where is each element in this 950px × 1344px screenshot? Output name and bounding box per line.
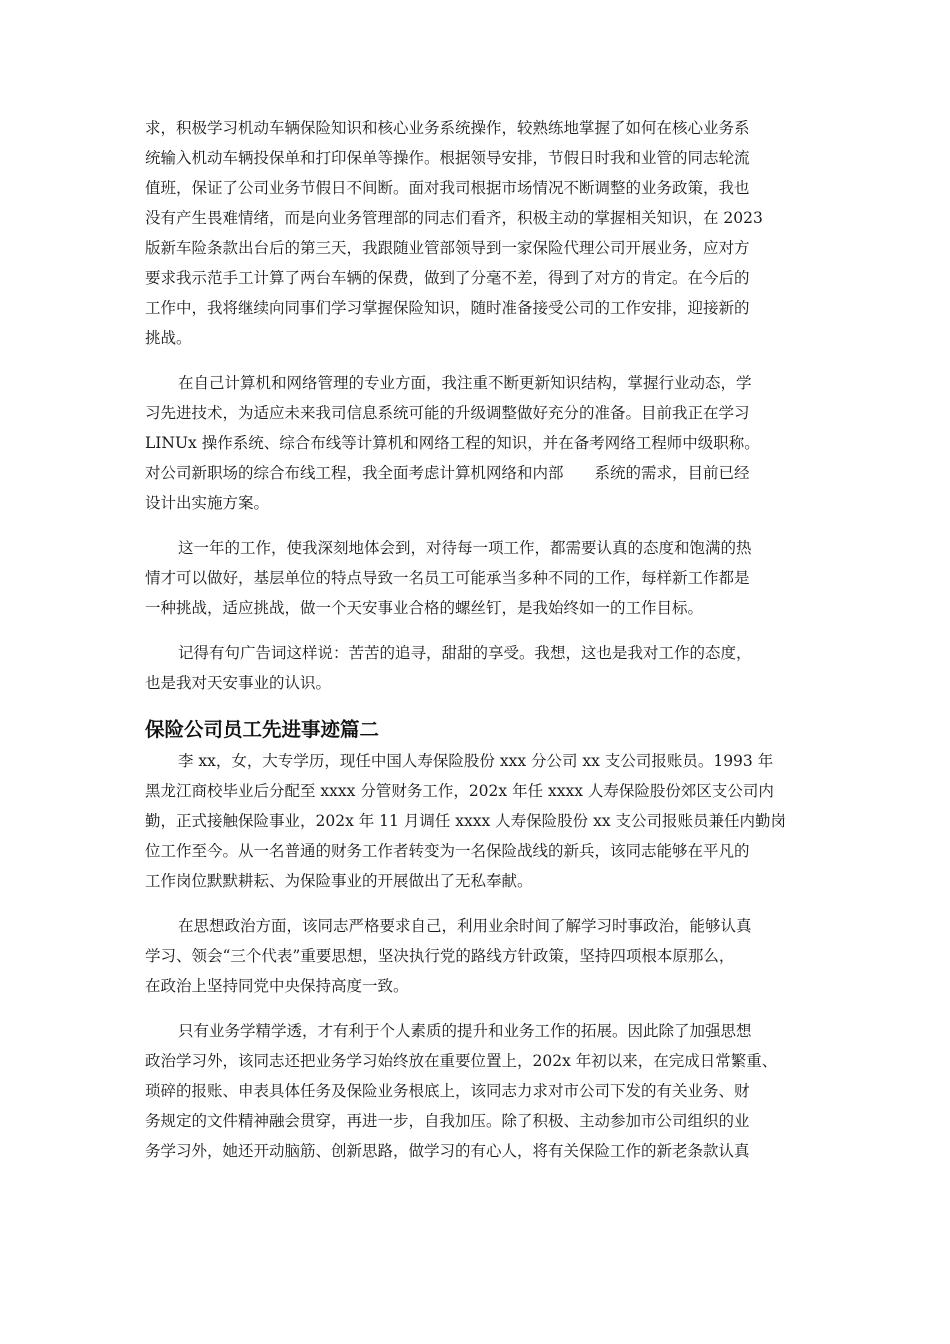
text-line: 版新车险条款出台后的第三天，我跟随业管部领导到一家保险代理公司开展业务，应对方 xyxy=(145,239,750,257)
paragraph-1 xyxy=(145,113,810,353)
text-line: 在政治上坚持同党中央保持高度一致。 xyxy=(145,977,409,995)
text-line: 勤，正式接触保险事业，202x 年 11 月调任 xxxx 人寿保险股份 xx 支公司报账员兼任内勤岗 xyxy=(145,812,786,830)
text-line: 政治学习外，该同志还把业务学习始终放在重要位置上，202x 年初以来，在完成日常繁重、 xyxy=(145,1052,778,1070)
text-line: LINUx 操作系统、综合布线等计算机和网络工程的知识，并在备考网络工程师中级职称。 xyxy=(145,434,760,452)
text-line: 学习、领会“三个代表”重要思想，坚决执行党的路线方针政策，坚持四项根本原那么， xyxy=(145,947,735,965)
text-line: 在思想政治方面，该同志严格要求自己，利用业余时间了解学习时事政治，能够认真 xyxy=(178,917,752,935)
text-line: 也是我对天安事业的认识。 xyxy=(145,674,332,692)
text-line: 务规定的文件精神融会贯穿，再进一步，自我加压。除了积极、主动参加市公司组织的业 xyxy=(145,1112,750,1130)
text-line: 情才可以做好，基层单位的特点导致一名员工可能承当多种不同的工作，每样新工作都是 xyxy=(145,569,750,587)
paragraph-5 xyxy=(145,746,810,896)
text-line: 在自己计算机和网络管理的专业方面，我注重不断更新知识结构，掌握行业动态，学 xyxy=(178,374,752,392)
paragraph-3 xyxy=(145,533,810,623)
text-line: 习先进技术，为适应未来我司信息系统可能的升级调整做好充分的准备。目前我正在学习 xyxy=(145,404,750,422)
section-2 xyxy=(145,716,810,1166)
text-line: 琐碎的报账、申表具体任务及保险业务根底上，该同志力求对市公司下发的有关业务、财 xyxy=(145,1082,750,1100)
paragraph-7 xyxy=(145,1016,810,1166)
text-line: 对公司新职场的综合布线工程，我全面考虑计算机网络和内部 系统的需求，目前已经 xyxy=(145,464,750,482)
text-line: 这一年的工作，使我深刻地体会到，对待每一项工作，都需要认真的态度和饱满的热 xyxy=(178,539,752,557)
text-line: 值班，保证了公司业务节假日不间断。面对我司根据市场情况不断调整的业务政策，我也 xyxy=(145,179,750,197)
text-line: 务学习外，她还开动脑筋、创新思路，做学习的有心人，将有关保险工作的新老条款认真 xyxy=(145,1142,750,1160)
paragraph-4 xyxy=(145,638,810,698)
section-1 xyxy=(145,113,810,698)
text-line: 一种挑战，适应挑战，做一个天安事业合格的螺丝钉，是我始终如一的工作目标。 xyxy=(145,599,704,617)
document-page xyxy=(145,113,810,1166)
text-line: 求，积极学习机动车辆保险知识和核心业务系统操作，较熟练地掌握了如何在核心业务系 xyxy=(145,119,750,137)
text-line: 要求我示范手工计算了两台车辆的保费，做到了分毫不差，得到了对方的肯定。在今后的 xyxy=(145,269,750,287)
text-line: 位工作至今。从一名普通的财务工作者转变为一名保险战线的新兵，该同志能够在平凡的 xyxy=(145,842,750,860)
text-line: 统输入机动车辆投保单和打印保单等操作。根据领导安排，节假日时我和业管的同志轮流 xyxy=(145,149,750,167)
text-line: 工作岗位默默耕耘、为保险事业的开展做出了无私奉献。 xyxy=(145,872,533,890)
text-line: 设计出实施方案。 xyxy=(145,494,270,512)
text-line: 挑战。 xyxy=(145,329,192,347)
paragraph-2 xyxy=(145,368,810,518)
text-line: 没有产生畏难情绪，而是向业务管理部的同志们看齐，积极主动的掌握相关知识，在 2023 xyxy=(145,209,763,227)
paragraph-6 xyxy=(145,911,810,1001)
text-line: 工作中，我将继续向同事们学习掌握保险知识，随时准备接受公司的工作安排，迎接新的 xyxy=(145,299,750,317)
text-line: 记得有句广告词这样说：苦苦的追寻，甜甜的享受。我想，这也是我对工作的态度， xyxy=(178,644,752,662)
text-line: 黑龙江商校毕业后分配至 xxxx 分管财务工作，202x 年任 xxxx 人寿保险股份郊区支公司内 xyxy=(145,782,774,800)
text-line: 只有业务学精学透，才有利于个人素质的提升和业务工作的拓展。因此除了加强思想 xyxy=(178,1022,752,1040)
text-line: 李 xx，女，大专学历，现任中国人寿保险股份 xxx 分公司 xx 支公司报账员。1993 年 xyxy=(178,752,774,770)
section-heading: 保险公司员工先进事迹篇二 xyxy=(145,718,380,741)
